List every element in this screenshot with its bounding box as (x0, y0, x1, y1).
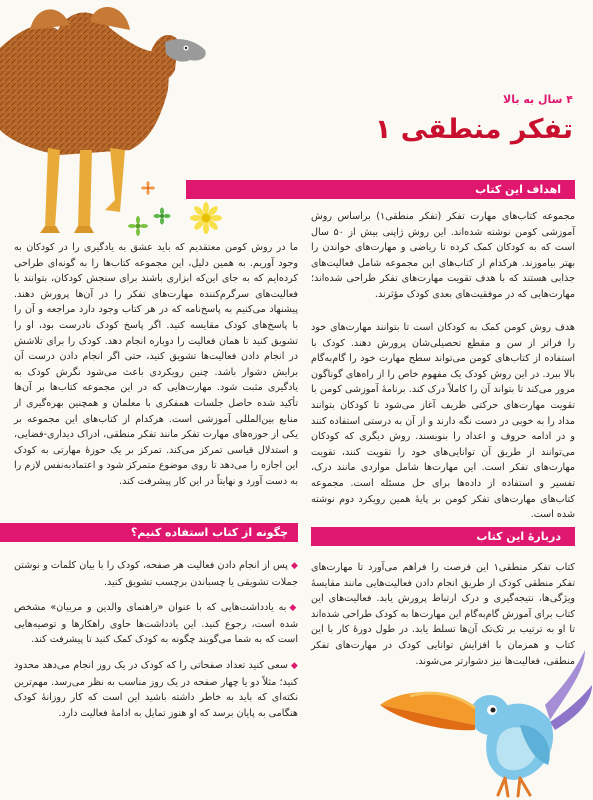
goals-left-paragraph: ما در روش کومن معتقدیم که باید عشق به یادگیری را در کودکان به وجود آوریم. به همین دلیل، این مجموعه کتاب‌ها را به گونه‌ای طراحی کرده‌ایم که به جای این‌که ابزاری باشند برای سنجش کودکان، بتوانند با فعالیت‌های سرگرم‌کننده مهارت‌های تفکر را در آن‌ها پرورش دهند. پیشنهاد می‌کنیم به پاسخ‌نامه که در هر کتاب وجود دارد مراجعه و آن را با پاسخ‌های کودک مقایسه کنید. اگر پاسخ کودک نادرست بود، او را تشویق کنید تا همان فعالیت را دوباره انجام دهد. کودک را برای تلاشش در انجام دادن فعالیت‌ها تشویق کنید، حتی اگر انجام دادن درست آن برایش دشوار باشد. چنین رویکردی باعث می‌شود نگرش کودک به یادگیری مثبت شود. مهارت‌هایی که در این مجموعه کتاب‌ها بر آن‌ها تأکید شده حاصل جلسات همفکری با معلمان و همچنین بهره‌گیری از منابع بین‌المللی آموزشی است. هرکدام از کتاب‌های این مجموعه بر یکی از حوزه‌های مهارت تفکر مانند تفکر منطقی، ادراک دیداری-فضایی، و استدلال قیاسی تمرکز می‌کند. تمرکز بر یک حوزهٔ مهارتی به کودک این اجازه را می‌دهد تا روی موضوع متمرکز شود و اعتمادبه‌نفس لازم را به دست آورد و نهایتاً در این کار پیشرفت کند. (14, 242, 298, 487)
goals-paragraph-1: مجموعه کتاب‌های مهارت تفکر (تفکر منطقی۱) براساس روش آموزشی کومن نوشته شده‌اند. این روش ژاپنی بیش از ۵۰ سال است که به کودکان کمک کرده تا ریاضی و مهارت‌های خواندن را بهتر بیاموزند. هرکدام از کتاب‌های این مجموعه شامل فعالیت‌های جذابی هستند که با هدف تقویت مهارت‌های تفکر طراحی شده‌اند؛ مهارت‌هایی که در موفقیت‌های بعدی کودک مؤثرند. (311, 211, 576, 300)
howto-item-1: ◆پس از انجام دادن فعالیت هر صفحه، کودک را با بیان کلمات و نوشتن جملات تشویقی یا چسباندن برچسب تشویق کنید. (14, 560, 299, 588)
howto-heading-bar (0, 523, 298, 542)
bullet-marker: ◆ (289, 603, 298, 614)
goals-paragraph-2: هدف روش کومن کمک به کودکان است تا بتوانند مهارت‌های خود را فراتر از سن و مقطع تحصیلی‌شان پرورش دهند. کودک با استفاده از کتاب‌های کومن می‌تواند سطح مهارت خود را گام‌به‌گام بالا ببرد. در این روش کودک یک مفهوم خاص را از راه‌های گوناگون مرور می‌کند تا بتواند آن را کاملاً درک کند. برنامهٔ آموزشی کومن با تقویت مهارت‌های حرکتی ظریف آغاز می‌شود تا کودکان بتوانند مداد را به خوبی در دست نگه دارند و از آن به درستی استفاده کنند و در ادامه حروف و اعداد را بنویسند. روش دیگری که کودکان می‌توانند از طریق آن توانایی‌های خود را تقویت کنند، تقویت مهارت‌های تفکر است. این مهارت‌ها شامل مواردی مانند درک، تفسیر و استفاده از داده‌ها برای حل مسئله است. مجموعه کتاب‌های مهارت‌های تفکر کومن بر پایهٔ همین رویکرد دوم نوشته شده است. (311, 322, 575, 521)
howto-item-2: ◆به یادداشت‌هایی که با عنوان «راهنمای والدین و مربیان» مشخص شده است، رجوع کنید. این یادداشت‌ها حاوی راهکارها و توصیه‌هایی است که به شما می‌گویند چگونه به کودک کمک کنید تا پیشرفت کند. (14, 602, 298, 646)
bullet-marker: ◆ (290, 561, 299, 571)
about-heading-bar (311, 527, 575, 546)
goals-heading-bar (186, 180, 575, 199)
toucan-bird-illustration (380, 630, 593, 800)
age-label: ۴ سال به بالا (503, 93, 573, 106)
goals-heading: اهداف این کتاب (475, 183, 561, 196)
howto-item-3: ◆سعی کنید تعداد صفحاتی را که کودک در یک روز انجام می‌دهد محدود کنید؛ مثلاً دو یا چهار صفحه در یک روز مناسب به نظر می‌رسد. مهم‌ترین نکته‌ای که باید به خاطر داشته باشید این است که کار روزانهٔ کودک هنگامی به پایان برسد که او هنوز تمایل به ادامهٔ فعالیت دارد. (14, 659, 299, 719)
bullet-marker: ◆ (290, 660, 299, 671)
about-heading: دربارهٔ این کتاب (476, 530, 561, 543)
howto-heading: چگونه از کتاب استفاده کنیم؟ (130, 526, 288, 539)
page-title: تفکر منطقی ۱ (374, 114, 573, 145)
howto-list (14, 558, 298, 731)
about-paragraph: کتاب تفکر منطقی۱ این فرصت را فراهم می‌آورد تا مهارت‌های تفکر منطقی کودک از طریق انجام دادن فعالیت‌هایی مانند مقایسهٔ ویژگی‌ها، نتیجه‌گیری و درک ارتباط پرورش یابد. فعالیت‌های این کتاب برای آموزش گام‌به‌گام این مهارت‌ها به کودک طراحی شده‌اند تا او به ترتیب بر تک‌تک آن‌ها تسلط یابد. در طول دورهٔ کار با این کتاب و همزمان با افزایش توانایی کودک در مهارت‌های تفکر منطقی، فعالیت‌ها نیز دشوارتر می‌شوند. (311, 562, 575, 667)
